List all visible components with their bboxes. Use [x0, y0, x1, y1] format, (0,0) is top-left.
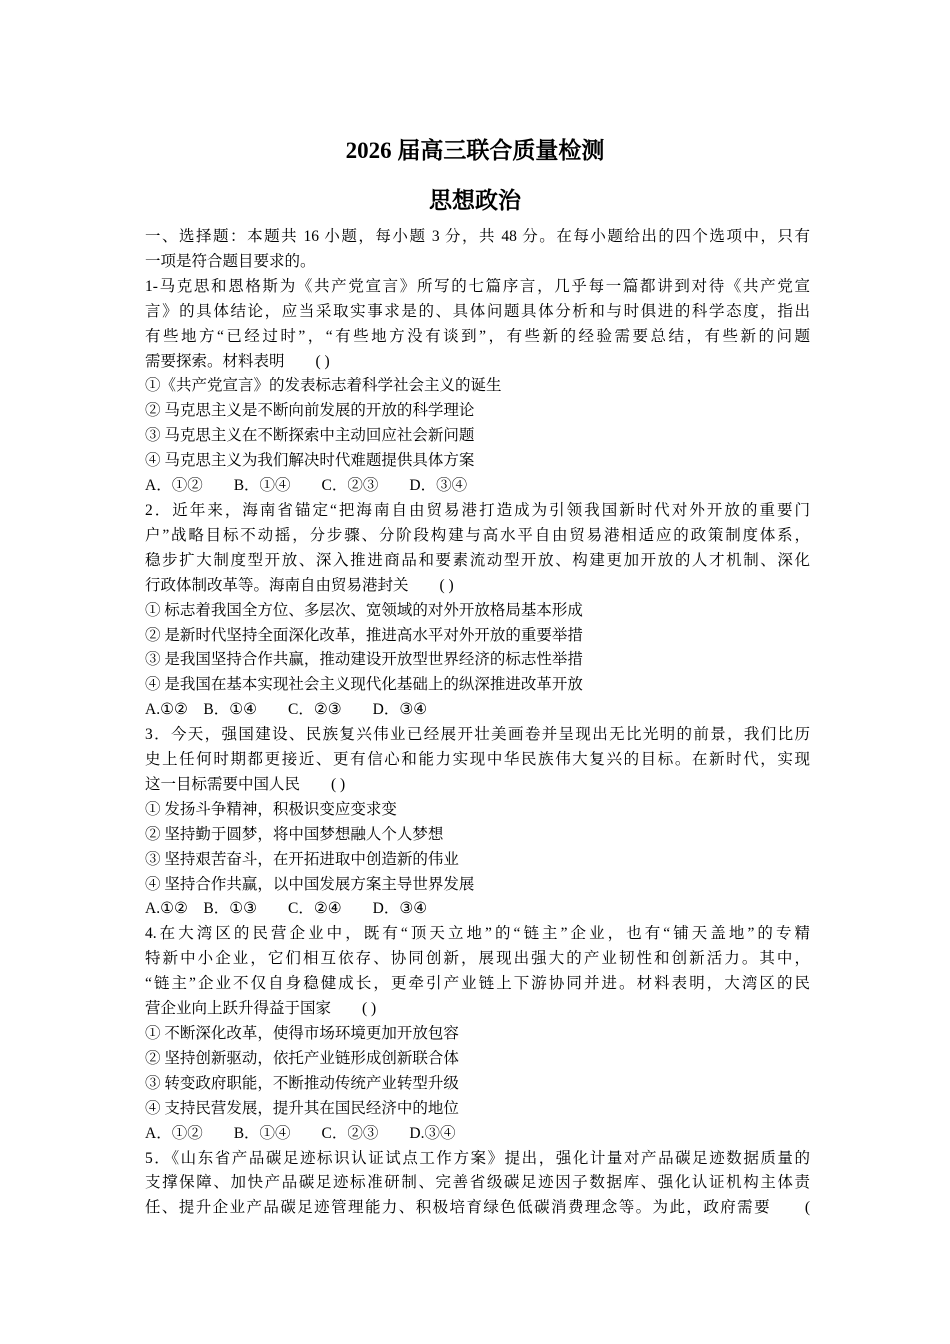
question-3-stem-line: 3．今天，强国建设、民族复兴伟业已经展开壮美画卷并呈现出无比光明的前景，我们比历 — [145, 726, 810, 744]
question-2-statement: ④ 是我国在基本实现社会主义现代化基础上的纵深推进改革开放 — [145, 676, 583, 694]
question-3-statement: ① 发扬斗争精神，积极识变应变求变 — [145, 800, 397, 818]
section-instructions-line: 一项是符合题目要求的。 — [145, 252, 316, 270]
question-2-stem-line: 2．近年来，海南省锚定“把海南自由贸易港打造成为引领我国新时代对外开放的重要门 — [145, 501, 810, 519]
question-1-options: A．①② B．①④ C．②③ D．③④ — [145, 477, 468, 495]
question-4-stem-line: 4.在大湾区的民营企业中，既有“顶天立地”的“链主”企业，也有“铺天盖地”的专精 — [145, 925, 810, 943]
question-2-stem-line: 行政体制改革等。海南自由贸易港封关 ( ) — [145, 576, 454, 594]
question-1-statement: ④ 马克思主义为我们解决时代难题提供具体方案 — [145, 452, 475, 470]
question-3-options: A.①② B．①③ C．②④ D．③④ — [145, 900, 428, 918]
question-4-statement: ② 坚持创新驱动，依托产业链形成创新联合体 — [145, 1049, 459, 1067]
question-4-statement: ③ 转变政府职能，不断推动传统产业转型升级 — [145, 1074, 459, 1092]
question-3-statement: ② 坚持勤于圆梦，将中国梦想融人个人梦想 — [145, 825, 444, 843]
question-4-stem-line: 特新中小企业，它们相互依存、协同创新，展现出强大的产业韧性和创新活力。其中， — [145, 950, 810, 968]
question-2-stem-line: 稳步扩大制度型开放、深入推进商品和要素流动型开放、构建更加开放的人才机制、深化 — [145, 551, 810, 569]
question-4-stem-line: “链主”企业不仅自身稳健成长，更牵引产业链上下游协同并进。材料表明，大湾区的民 — [145, 975, 810, 993]
question-4-statement: ④ 支持民营发展，提升其在国民经济中的地位 — [145, 1099, 459, 1117]
question-3-stem-line: 史上任何时期都更接近、更有信心和能力实现中华民族伟大复兴的目标。在新时代，实现 — [145, 751, 810, 769]
question-5-stem-line: 支撑保障、加快产品碳足迹标准研制、完善省级碳足迹因子数据库、强化认证机构主体责 — [145, 1174, 810, 1192]
question-1-stem-line: 1-马克思和恩格斯为《共产党宣言》所写的七篇序言，几乎每一篇都讲到对待《共产党宣 — [145, 277, 810, 295]
question-2-statement: ③ 是我国坚持合作共赢，推动建设开放型世界经济的标志性举措 — [145, 651, 583, 669]
question-1-statement: ② 马克思主义是不断向前发展的开放的科学理论 — [145, 402, 475, 420]
question-1-stem-line: 需要探索。材料表明 ( ) — [145, 352, 330, 370]
question-2-options: A.①② B．①④ C．②③ D．③④ — [145, 701, 428, 719]
subject-title: 思想政治 — [429, 188, 521, 213]
section-instructions-line: 一、选择题：本题共 16 小题，每小题 3 分，共 48 分。在每小题给出的四个选项中，只有 — [145, 228, 810, 245]
question-4-statement: ① 不断深化改革，使得市场环境更加开放包容 — [145, 1025, 459, 1042]
question-3-statement: ④ 坚持合作共赢，以中国发展方案主导世界发展 — [145, 875, 475, 893]
question-2-stem-line: 户”战略目标不动摇，分步骤、分阶段构建与高水平自由贸易港相适应的政策制度体系， — [145, 526, 810, 544]
exam-content — [145, 225, 810, 1221]
question-2-statement: ② 是新时代坚持全面深化改革，推进高水平对外开放的重要举措 — [145, 626, 583, 644]
question-1-stem-line: 言》的具体结论，应当采取实事求是的、具体问题具体分析和与时俱进的科学态度，指出 — [145, 302, 810, 320]
exam-title: 2026 届高三联合质量检测 — [345, 138, 605, 163]
question-1-statement: ①《共产党宣言》的发表标志着科学社会主义的诞生 — [145, 377, 502, 395]
question-5-stem-line: 任、提升企业产品碳足迹管理能力、积极培育绿色低碳消费理念等。为此，政府需要 ( — [145, 1199, 810, 1217]
question-4-options: A．①② B．①④ C．②③ D.③④ — [145, 1124, 456, 1142]
question-2-statement: ① 标志着我国全方位、多层次、宽领域的对外开放格局基本形成 — [145, 601, 583, 619]
question-3-stem-line: 这一目标需要中国人民 ( ) — [145, 775, 346, 793]
question-5-stem-line: 5．《山东省产品碳足迹标识认证试点工作方案》提出，强化计量对产品碳足迹数据质量的 — [145, 1149, 810, 1167]
question-1-stem-line: 有些地方“已经过时”，“有些地方没有谈到”，有些新的经验需要总结，有些新的问题 — [145, 327, 810, 345]
question-3-statement: ③ 坚持艰苦奋斗，在开拓进取中创造新的伟业 — [145, 850, 459, 868]
question-4-stem-line: 营企业向上跃升得益于国家 ( ) — [145, 1000, 377, 1018]
question-1-statement: ③ 马克思主义在不断探索中主动回应社会新问题 — [145, 427, 475, 445]
